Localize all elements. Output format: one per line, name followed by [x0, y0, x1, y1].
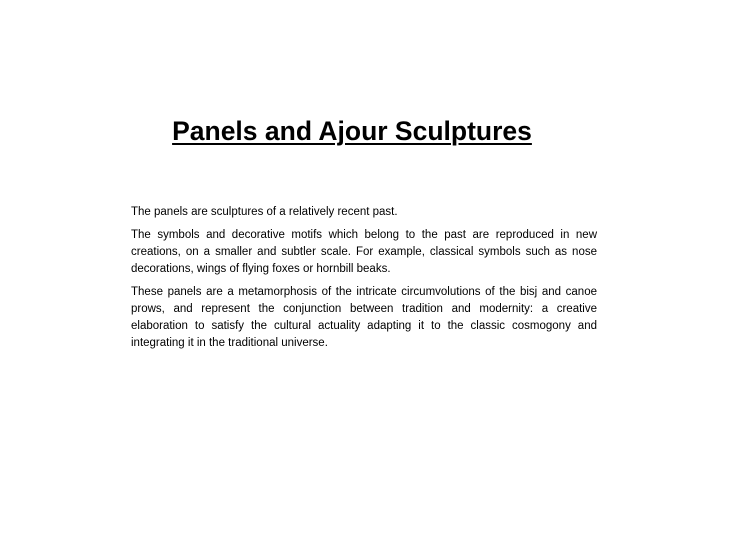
slide-title: Panels and Ajour Sculptures	[172, 116, 532, 146]
paragraph-metamorphosis: These panels are a metamorphosis of the intricate circumvolutions of the bisj and canoe prows, and represent the conjunction between tradition and modernity: a creative elaboration to satisfy the cultural actuality adapting it to the classic cosmogony and integrating it in the traditional universe.	[131, 286, 597, 349]
paragraph-intro: The panels are sculptures of a relatively recent past.	[131, 206, 398, 218]
slide-body	[131, 204, 597, 358]
paragraph-symbols: The symbols and decorative motifs which belong to the past are reproduced in new creations, on a smaller and subtler scale. For example, classical symbols such as nose decorations, wings of flying foxes or hornbill beaks.	[131, 229, 597, 275]
